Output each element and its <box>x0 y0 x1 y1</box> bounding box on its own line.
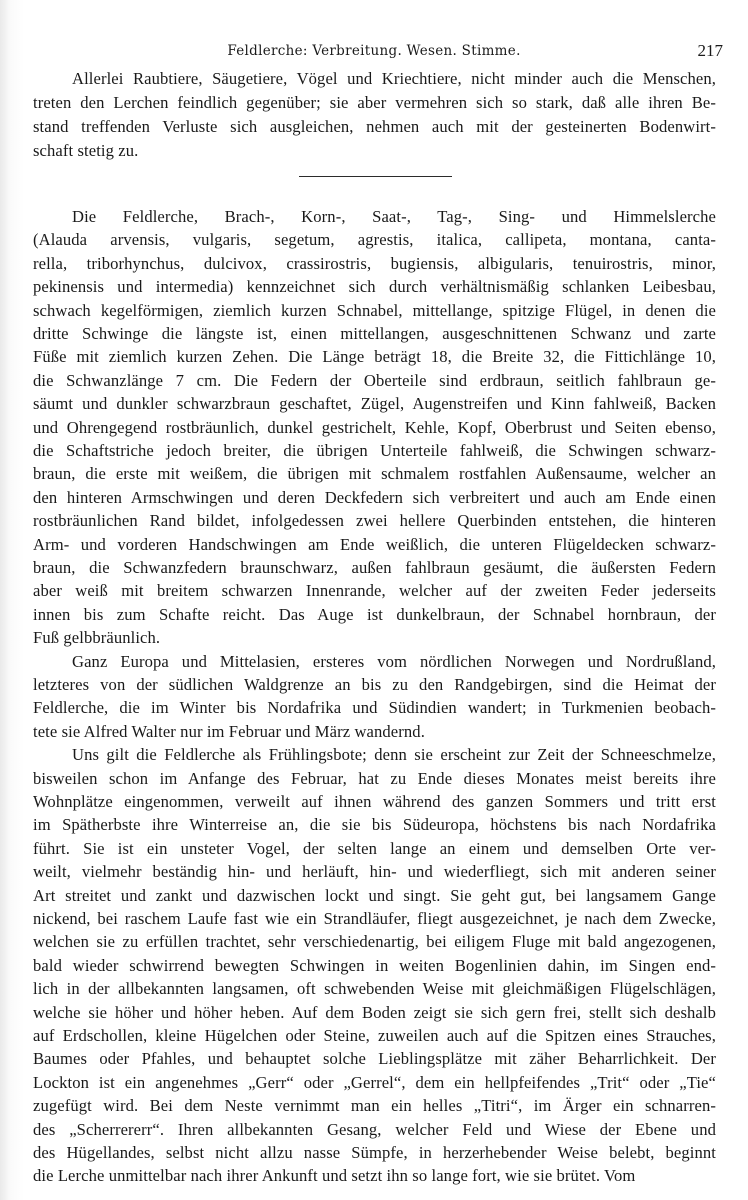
text-line: letzteres von der südlichen Waldgrenze an bis zu den Randgebirgen, sind die Heimat der <box>33 675 716 694</box>
text-line: weilt, vielmehr beständig hin- und herläuft, hin- und wiederfliegt, sich mit anderen seiner <box>33 862 716 882</box>
text-line: die Schwanzlänge 7 cm. Die Federn der Oberteile sind erdbraun, seitlich fahlbraun ge- <box>33 370 716 390</box>
text-line: des „Scherrererr“. Ihren allbekannten Gesang, welcher Feld und Wiese der Ebene und <box>33 1119 716 1139</box>
text-line: und Ohrengegend rostbräunlich, dunkel gestrichelt, Kehle, Kopf, Oberbrust und Seiten ebenso, <box>33 417 716 437</box>
text-line: auf Erdschollen, kleine Hügelchen oder Steine, zuweilen auch auf die Spitzen eines Strauches, <box>33 1026 716 1045</box>
text-line: Ganz Europa und Mittelasien, ersteres vom nördlichen Norwegen und Nordrußland, <box>72 651 716 671</box>
text-line: Fuß gelbbräunlich. <box>33 628 161 648</box>
text-line: des Hügellandes, selbst nicht allzu nasse Sümpfe, in herzerhebender Weise belebt, beginnt <box>33 1143 716 1162</box>
text-line: Uns gilt die Feldlerche als Frühlingsbote; denn sie erscheint zur Zeit der Schneeschmelze, <box>72 745 716 765</box>
text-line: zugefügt wird. Bei dem Neste vernimmt man ein helles „Titri“, im Ärger ein schnarren- <box>33 1096 716 1116</box>
page-number: 217 <box>697 41 723 60</box>
text-line: Baumes oder Pfahles, und behauptet solche Lieblingsplätze mit zäher Beharrlichkeit. Der <box>33 1049 716 1069</box>
text-line: bisweilen schon im Anfange des Februar, hat zu Ende dieses Monates meist bereits ihre <box>33 768 716 788</box>
text-line: Wohnplätze eingenommen, verweilt auf ihnen während des ganzen Sommers und tritt erst <box>33 792 716 811</box>
text-line: Arm- und vorderen Handschwingen am Ende weißlich, die unteren Flügeldecken schwarz- <box>33 534 716 554</box>
text-line: Füße mit ziemlich kurzen Zehen. Die Länge beträgt 18, die Breite 32, die Fittichlänge 10, <box>33 347 716 367</box>
text-line: die Schaftstriche jedoch breiter, die übrigen Unterteile fahlweiß, die Schwingen schwarz- <box>33 441 716 460</box>
text-line: braun, die Schwanzfedern braunschwarz, außen fahlbraun gesäumt, die äußersten Federn <box>33 558 716 577</box>
text-line: die Lerche unmittelbar nach ihrer Ankunft und setzt ihn so lange fort, wie sie brütet. Vom <box>33 1166 636 1186</box>
text-line: (Alauda arvensis, vulgaris, segetum, agrestis, italica, callipeta, montana, canta- <box>33 230 716 250</box>
text-line: rostbräunlichen Rand bildet, infolgedessen zwei hellere Querbinden entstehen, die hinteren <box>33 511 716 531</box>
text-line: braun, die erste mit weißem, die übrigen mit schmalem rostfahlen Außensaume, welcher an <box>33 464 716 484</box>
running-title: Feldlerche: Verbreitung. Wesen. Stimme. <box>227 43 521 59</box>
text-line: innen bis zum Schafte reicht. Das Auge ist dunkelbraun, der Schnabel hornbraun, der <box>33 604 716 624</box>
text-line: im Spätherbste ihre Winterreise an, die sie bis Südeuropa, höchstens bis nach Nordafrika <box>33 815 716 835</box>
text-line: säumt und dunkler schwarzbraun geschaftet, Zügel, Augenstreifen und Kinn fahlweiß, Backen <box>33 394 716 414</box>
text-line: welchen sie zu erfüllen trachtet, sehr verschiedenartig, bei eiligem Fluge mit bald angezogenen, <box>33 932 716 952</box>
text-line: bald wieder schwirrend bewegten Schwingen in weiten Bogenlinien dahin, im Singen end- <box>33 955 716 975</box>
text-line: den hinteren Armschwingen und deren Deckfedern sich verbreitert und auch am Ende einen <box>33 487 716 507</box>
section-divider <box>299 176 452 177</box>
page-header <box>0 40 748 62</box>
text-line: Lockton ist ein angenehmes „Gerr“ oder „Gerrel“, dem ein hellpfeifendes „Trit“ oder „Tie“ <box>33 1072 716 1092</box>
text-line: aber weiß mit breitem schwarzen Innenrande, welcher auf der zweiten Feder jederseits <box>33 581 716 601</box>
text-line: treten den Lerchen feindlich gegenüber; sie aber vermehren sich so stark, daß alle ihren Be- <box>33 93 716 112</box>
text-line: rella, triborhynchus, dulcivox, crassirostris, bugiensis, albigularis, tenuirostris, minor, <box>33 253 716 273</box>
text-line: Die Feldlerche, Brach-, Korn-, Saat-, Tag-, Sing- und Himmelslerche <box>72 207 716 226</box>
text-line: Allerlei Raubtiere, Säugetiere, Vögel und Kriechtiere, nicht minder auch die Menschen, <box>72 69 716 88</box>
text-line: welche sie höher und höher heben. Auf dem Boden zeigt sie sich gern frei, stellt sich deshalb <box>33 1002 716 1022</box>
text-line: lich in der allbekannten langsamen, oft schwebenden Weise mit gleichmäßigen Flügelschlägen, <box>33 979 716 999</box>
text-line: pekinensis und intermedia) kennzeichnet sich durch verhältnismäßig schlanken Leibesbau, <box>33 277 716 297</box>
text-line: führt. Sie ist ein unsteter Vogel, der selten lange an einem und demselben Orte ver- <box>33 838 716 858</box>
text-line: nickend, bei raschem Laufe fast wie ein Strandläufer, fliegt ausgezeichnet, je nach dem Zwecke, <box>33 909 716 928</box>
text-line: stand treffenden Verluste sich ausgleichen, nehmen auch mit der gesteinerten Bodenwirt- <box>33 117 716 136</box>
text-line: Art streitet und zankt und dazwischen lockt und singt. Sie geht gut, bei langsamem Gange <box>33 885 716 905</box>
text-line: schaft stetig zu. <box>33 141 139 160</box>
text-line: dritte Schwinge die längste ist, einen mittellangen, ausgeschnittenen Schwanz und zarte <box>33 324 716 343</box>
text-line: tete sie Alfred Walter nur im Februar und März wandernd. <box>33 721 425 741</box>
text-line: schwach kegelförmigen, ziemlich kurzen Schnabel, mittellange, spitzige Flügel, in denen die <box>33 300 716 320</box>
text-line: Feldlerche, die im Winter bis Nordafrika und Südindien wandert; in Turkmenien beobach- <box>33 698 716 718</box>
